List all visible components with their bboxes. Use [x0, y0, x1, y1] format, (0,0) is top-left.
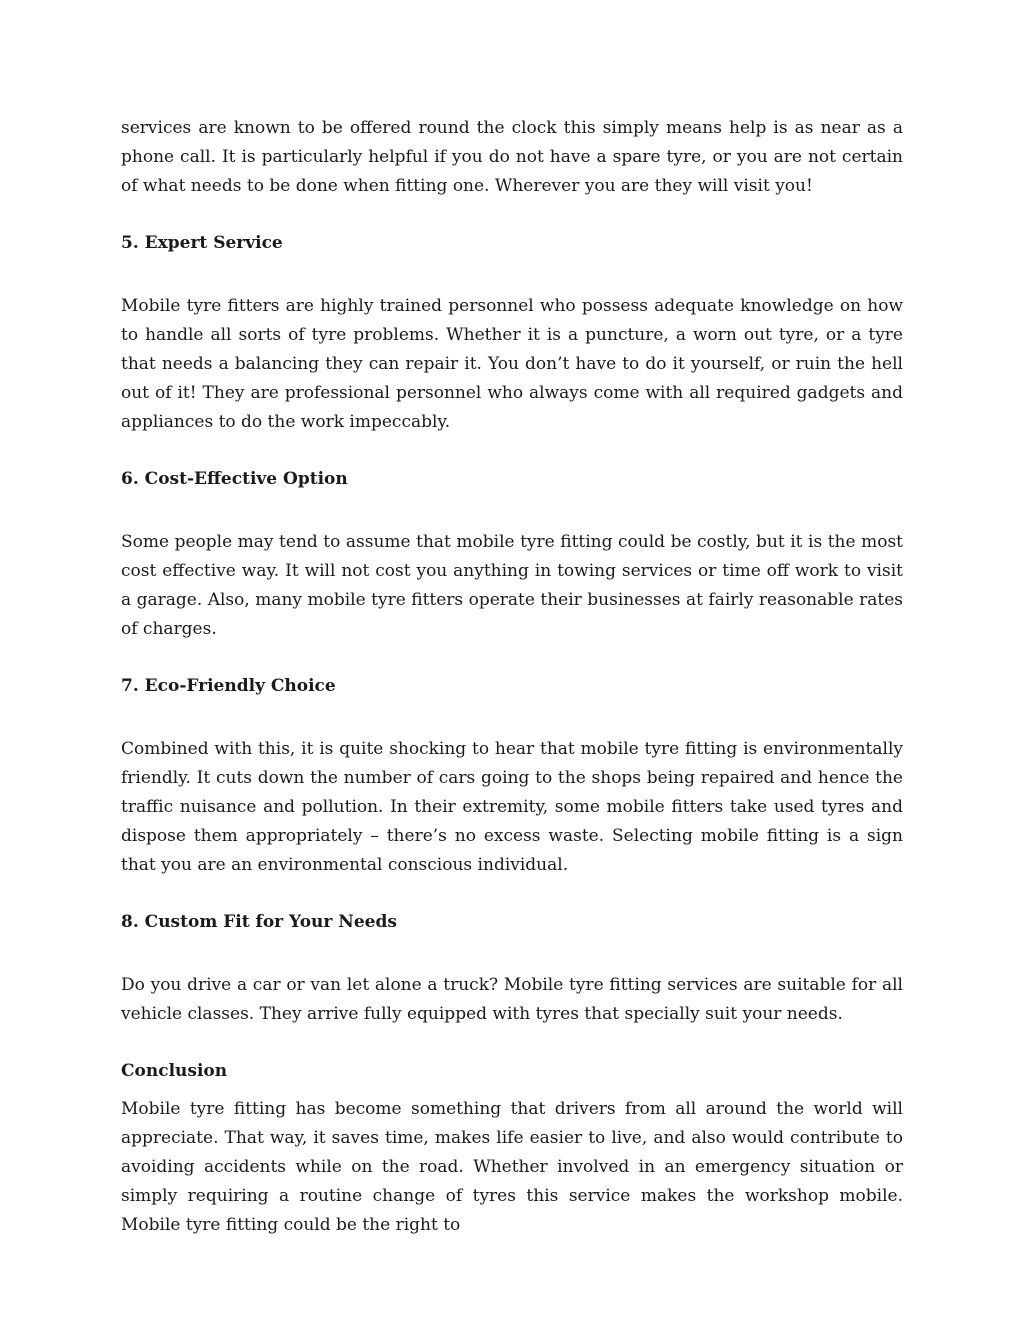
section-body-eco-friendly-choice: Combined with this, it is quite shocking to hear that mobile tyre fitting is environmentally friendly. It cuts down the number of cars going to the shops being repaired and hence the traffic nuisance and pollution. In their extremity, some mobile fitters take used tyres and dispose them appropriately – there’s no excess waste. Selecting mobile fitting is a sign that you are an environmental conscious individual.	[121, 739, 903, 875]
section-body-custom-fit: Do you drive a car or van let alone a truck? Mobile tyre fitting services are suitable for all vehicle classes. They arrive fully equipped with tyres that specially suit your needs.	[121, 975, 903, 1024]
section-body-expert-service: Mobile tyre fitters are highly trained personnel who possess adequate knowledge on how to handle all sorts of tyre problems. Whether it is a puncture, a worn out tyre, or a tyre that needs a balancing they can repair it. You don’t have to do it yourself, or ruin the hell out of it! They are professional personnel who always come with all required gadgets and appliances to do the work impeccably.	[121, 296, 903, 432]
conclusion-body: Mobile tyre fitting has become something that drivers from all around the world will appreciate. That way, it saves time, makes life easier to live, and also would contribute to avoiding accidents while on the road. Whether involved in an emergency situation or simply requiring a routine change of tyres this service makes the workshop mobile. Mobile tyre fitting could be the right to	[121, 1099, 903, 1235]
conclusion-heading: Conclusion	[121, 1061, 228, 1081]
section-body-cost-effective-option: Some people may tend to assume that mobile tyre fitting could be costly, but it is the most cost effective way. It will not cost you anything in towing services or time off work to visit a garage. Also, many mobile tyre fitters operate their businesses at fairly reasonable rates of charges.	[121, 532, 903, 639]
document-page	[121, 114, 903, 1240]
section-heading-expert-service: 5. Expert Service	[121, 233, 283, 253]
section-heading-eco-friendly-choice: 7. Eco-Friendly Choice	[121, 676, 336, 696]
section-heading-custom-fit: 8. Custom Fit for Your Needs	[121, 912, 397, 932]
section-heading-cost-effective-option: 6. Cost-Effective Option	[121, 469, 348, 489]
intro-paragraph: services are known to be offered round the clock this simply means help is as near as a phone call. It is particularly helpful if you do not have a spare tyre, or you are not certain of what needs to be done when fitting one. Wherever you are they will visit you!	[121, 118, 903, 196]
